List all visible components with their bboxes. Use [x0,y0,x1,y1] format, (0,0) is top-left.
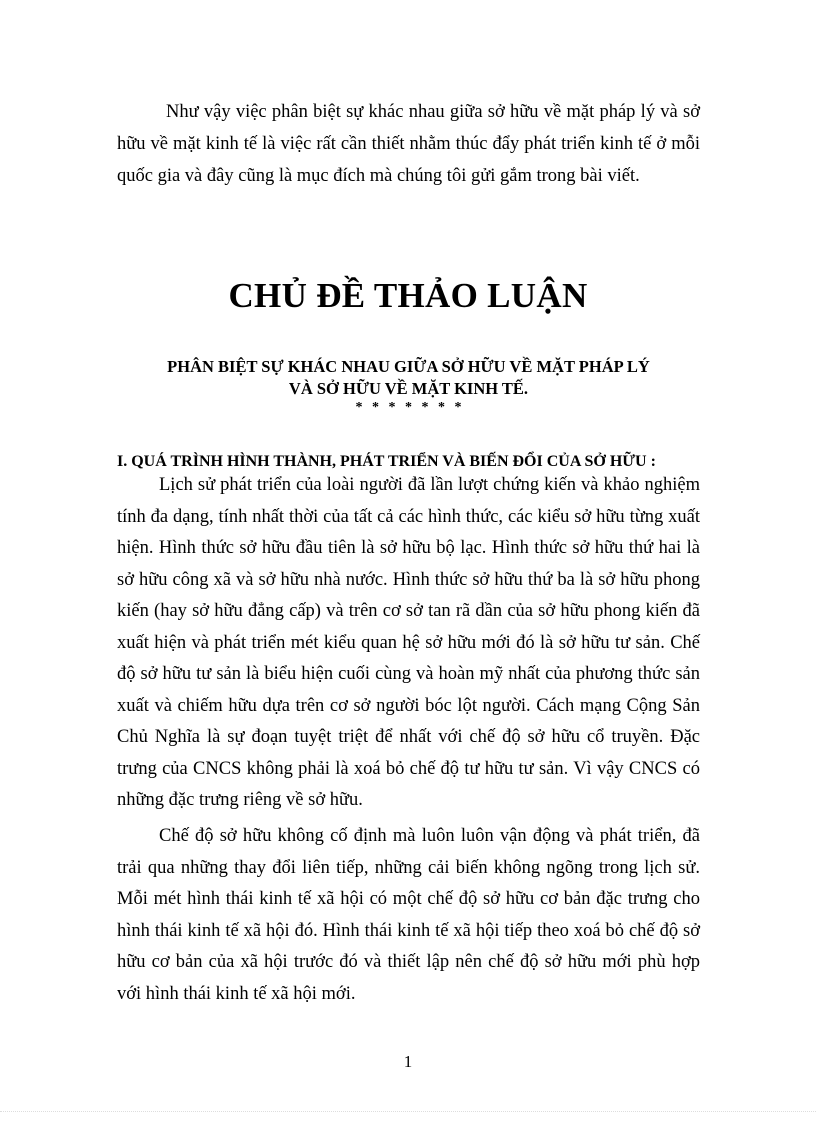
subtitle [117,356,700,400]
star-divider: * * * * * * * [355,400,465,415]
subtitle-line-1: PHÂN BIỆT SỰ KHÁC NHAU GIỮA SỞ HỮU VỀ MẶT PHÁP LÝ [167,357,650,376]
page-edge-divider [0,1111,816,1112]
subtitle-line-2: VÀ SỞ HỮU VỀ MẶT KINH TẾ. [288,379,529,398]
body-paragraph-2: Chế độ sở hữu không cố định mà luôn luôn vận động và phát triển, đã trải qua những thay đổi liên tiếp, những cải biến không ngõng trong lịch sử. Mỗi mét hình thái kinh tế xã hội có một chế độ sở hữu cơ bản đặc trưng cho hình thái kinh tế xã hội đó. Hình thái kinh tế xã hội tiếp theo xoá bỏ chế độ sở hữu cơ bản của xã hội trước đó và thiết lập nên chế độ sở hữu mới phù hợp với hình thái kinh tế xã hội mới. [117,826,700,1004]
page-number: 1 [403,1052,413,1071]
body-paragraph-1: Lịch sử phát triển của loài người đã lần lượt chứng kiến và khảo nghiệm tính đa dạng, tính nhất thời của tất cả các hình thức, các kiểu sở hữu từng xuất hiện. Hình thức sở hữu đầu tiên là sở hữu bộ lạc. Hình thức sở hữu thứ hai là sở hữu công xã và sở hữu nhà nước. Hình thức sở hữu thứ ba là sở hữu phong kiến (hay sở hữu đẳng cấp) và trên cơ sở tan rã dần của sở hữu phong kiến đã xuất hiện và phát triển mét kiểu quan hệ sở hữu mới đó là sở hữu tư sản. Chế độ sở hữu tư sản là biểu hiện cuối cùng và hoàn mỹ nhất của phương thức sản xuất và chiếm hữu dựa trên cơ sở người bóc lột người. Cách mạng Cộng Sản Chủ Nghĩa là sự đoạn tuyệt triệt để nhất với chế độ sở hữu cổ truyền. Đặc trưng của CNCS không phải là xoá bỏ chế độ tư hữu tư sản. Vì vậy CNCS có những đặc trưng riêng về sở hữu. [117,475,700,810]
section-heading: I. QUÁ TRÌNH HÌNH THÀNH, PHÁT TRIỂN VÀ BIẾN ĐỔI CỦA SỞ HỮU : [117,453,656,470]
intro-paragraph: Như vậy việc phân biệt sự khác nhau giữa sở hữu về mặt pháp lý và sở hữu về mặt kinh tế là việc rất cần thiết nhằm thúc đẩy phát triển kinh tế ở mỗi quốc gia và đây cũng là mục đích mà chúng tôi gửi gắm trong bài viết. [117,102,700,186]
main-title: CHỦ ĐỀ THẢO LUẬN [228,276,588,315]
